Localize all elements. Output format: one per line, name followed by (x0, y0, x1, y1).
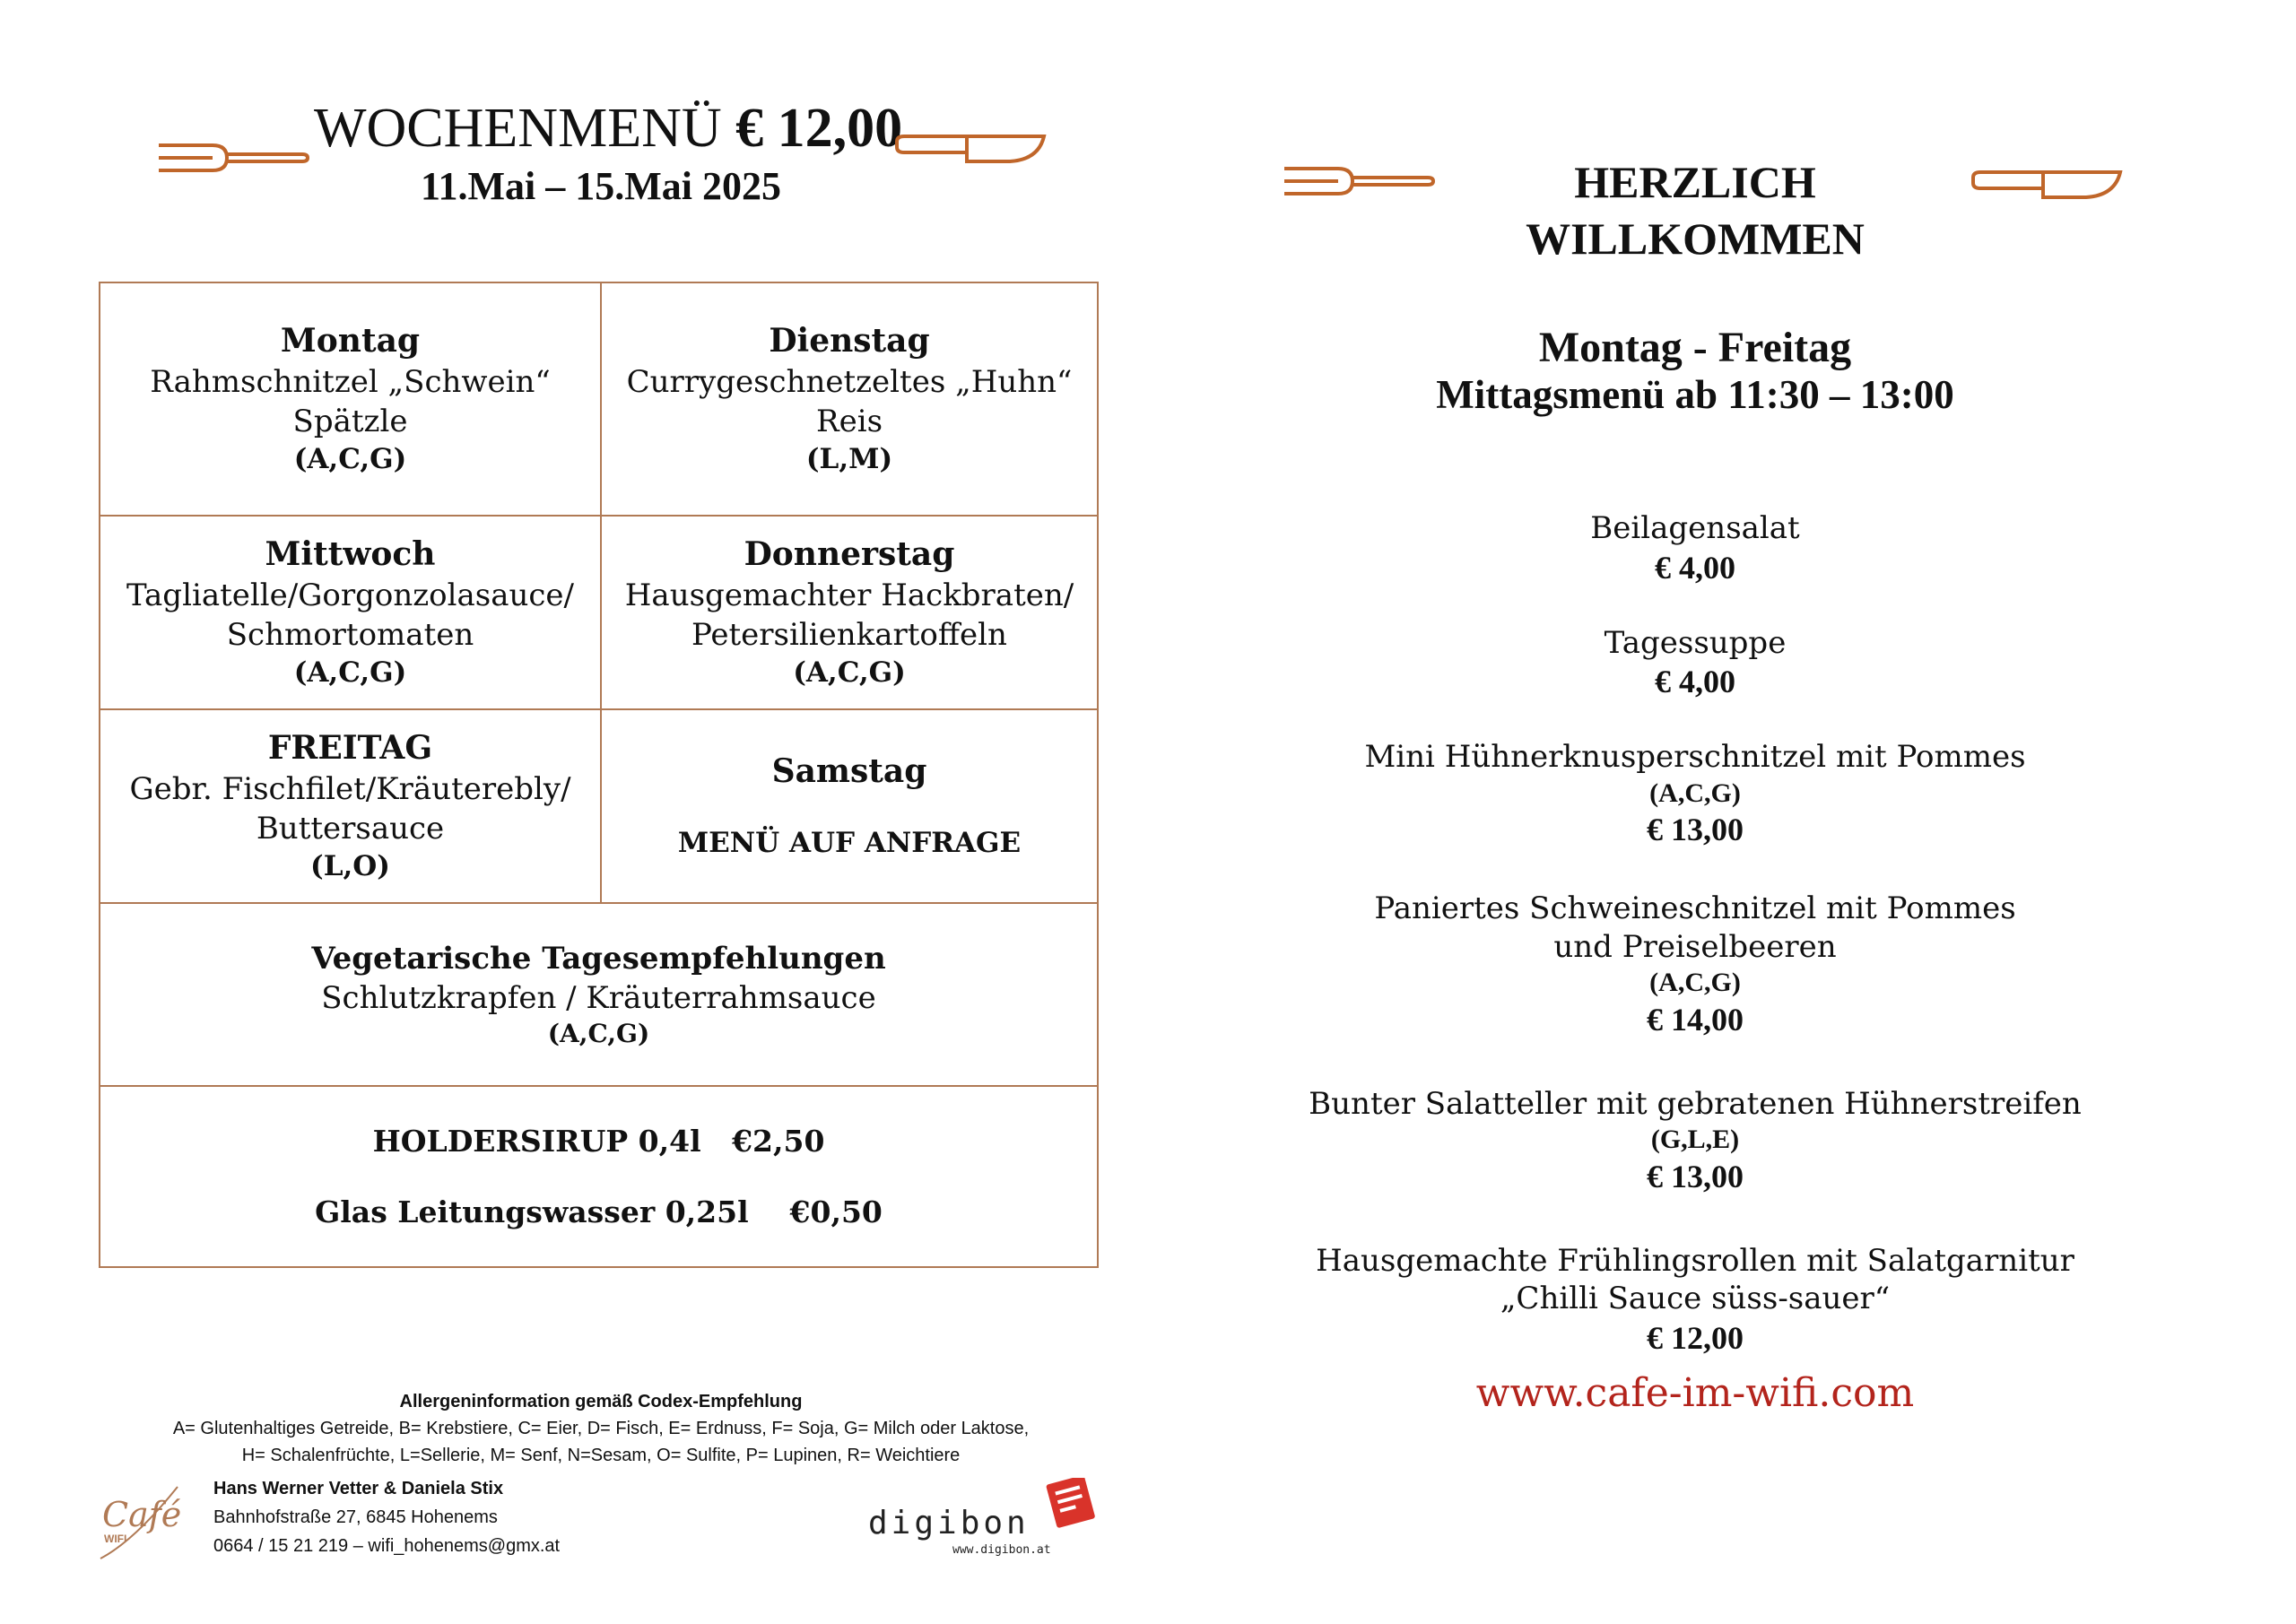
dish-line: Schmortomaten (226, 617, 474, 654)
day-cell-wednesday (100, 517, 600, 708)
allergen-info-line: A= Glutenhaltiges Getreide, B= Krebstiere, C= Eier, D= Fisch, E= Erdnuss, F= Soja, G= Milch oder Laktose, (172, 1419, 1030, 1438)
contact-phone-email: 0664 / 15 21 219 – wifi_hohenems@gmx.at (213, 1536, 561, 1556)
dish-line: Tagliatelle/Gorgonzolasauce/ (126, 578, 574, 614)
dish-line: Reis (815, 404, 883, 440)
allergen-info (108, 1388, 1094, 1469)
day-cell-thursday (602, 517, 1097, 708)
day-cell-saturday (602, 710, 1097, 902)
contact-names: Hans Werner Vetter & Daniela Stix (213, 1479, 504, 1498)
digibon-url: www.digibon.at (952, 1543, 1051, 1557)
digibon-logo (866, 1478, 1100, 1560)
dish-line: Rahmschnitzel „Schwein“ (150, 364, 551, 401)
lunch-hours: Mittagsmenü ab 11:30 – 13:00 (1436, 372, 1954, 418)
day-cell-friday (100, 710, 600, 902)
allergen-codes: (A,C,G) (547, 1018, 650, 1048)
item-name: Paniertes Schweineschnitzel mit Pommes (1374, 890, 2016, 926)
item-allergens: (A,C,G) (1649, 968, 1741, 997)
allergen-info-title: Allergeninformation gemäß Codex-Empfehlung (399, 1392, 803, 1411)
cafe-logo (99, 1478, 185, 1564)
item-price: € 12,00 (1647, 1319, 1744, 1356)
dish-line: Gebr. Fischfilet/Kräuterebly/ (129, 771, 571, 808)
item-name: Mini Hühnerknusperschnitzel mit Pommes (1364, 739, 2026, 775)
vegetarian-dish: Schlutzkrapfen / Kräuterrahmsauce (321, 979, 876, 1016)
welcome-line: HERZLICH (1574, 157, 1816, 207)
list-item (1292, 509, 2099, 588)
item-price: € 4,00 (1655, 664, 1735, 699)
day-cell-tuesday (602, 283, 1097, 515)
item-name: Tagessuppe (1604, 624, 1787, 661)
list-item (1292, 738, 2099, 850)
allergen-codes: (L,O) (310, 850, 390, 883)
list-item (1292, 624, 2099, 703)
item-name: Bunter Salatteller mit gebratenen Hühnerstreifen (1309, 1085, 2082, 1122)
day-name: Mittwoch (265, 535, 436, 574)
knife-icon (895, 133, 1048, 165)
week-dates: 11.Mai – 15.Mai 2025 (420, 164, 782, 208)
week-menu-title (314, 98, 903, 159)
item-price: € 13,00 (1647, 1158, 1744, 1194)
item-price: € 14,00 (1647, 1001, 1744, 1038)
item-name: Beilagensalat (1590, 510, 1800, 546)
drink-line: HOLDERSIRUP 0,4l €2,50 (372, 1124, 825, 1159)
list-item (1292, 890, 2099, 1040)
knife-icon (1971, 169, 2124, 201)
item-allergens: (G,L,E) (1650, 1125, 1740, 1154)
drink-line: Glas Leitungswasser 0,25l €0,50 (315, 1194, 883, 1229)
item-price: € 13,00 (1647, 812, 1744, 847)
allergen-codes: (A,C,G) (293, 443, 407, 476)
welcome-line: WILLKOMMEN (1526, 213, 1865, 264)
item-name-continued: „Chilli Sauce süss-sauer“ (1500, 1281, 1891, 1316)
item-name-continued: und Preiselbeeren (1553, 928, 1837, 965)
menu-table (99, 282, 1099, 1268)
welcome-heading (1471, 154, 1919, 266)
vegetarian-cell (100, 904, 1097, 1085)
dish-line: Hausgemachter Hackbraten/ (624, 578, 1074, 614)
day-name: Montag (280, 322, 421, 360)
cafe-logo-script: Café (102, 1495, 182, 1534)
day-cell-monday (100, 283, 600, 515)
menu-items-list (1292, 509, 2099, 1398)
contact-address: Bahnhofstraße 27, 6845 Hohenems (213, 1507, 498, 1527)
dish-line: Petersilienkartoffeln (691, 617, 1007, 654)
dish-line: MENÜ AUF ANFRAGE (677, 827, 1022, 860)
allergen-info-line: H= Schalenfrüchte, L=Sellerie, M= Senf, N=Sesam, O= Sulfite, P= Lupinen, R= Weichtiere (241, 1446, 961, 1465)
list-item (1292, 1085, 2099, 1197)
fork-icon (1283, 163, 1435, 199)
drinks-cell (100, 1087, 1097, 1268)
cafe-logo-sub: WIFI (104, 1533, 127, 1545)
allergen-codes: (A,C,G) (293, 656, 407, 690)
item-price: € 4,00 (1655, 549, 1735, 586)
list-item (1292, 1242, 2099, 1359)
digibon-wordmark: digibon (868, 1505, 1030, 1541)
item-allergens: (A,C,G) (1649, 777, 1741, 808)
week-menu-label: WOCHENMENÜ (314, 98, 722, 159)
allergen-codes: (A,C,G) (793, 656, 906, 690)
vegetarian-title: Vegetarische Tagesempfehlungen (311, 940, 886, 977)
week-menu-price: € 12,00 (735, 98, 903, 159)
dish-line: Buttersauce (256, 811, 445, 847)
contact-info (213, 1474, 752, 1560)
day-name: Samstag (771, 752, 927, 791)
days-range: Montag - Freitag (1538, 324, 1852, 371)
item-name: Hausgemachte Frühlingsrollen mit Salatgarnitur (1316, 1242, 2074, 1279)
allergen-codes: (L,M) (805, 443, 893, 476)
dish-line: Currygeschnetzeltes „Huhn“ (626, 364, 1073, 401)
website-link[interactable]: www.cafe-im-wifi.com (1475, 1370, 1915, 1416)
day-name: FREITAG (267, 729, 433, 768)
fork-icon (157, 140, 309, 176)
opening-info (1381, 323, 2009, 419)
day-name: Dienstag (769, 322, 930, 360)
dish-line: Spätzle (292, 404, 408, 440)
day-name: Donnerstag (744, 535, 955, 574)
